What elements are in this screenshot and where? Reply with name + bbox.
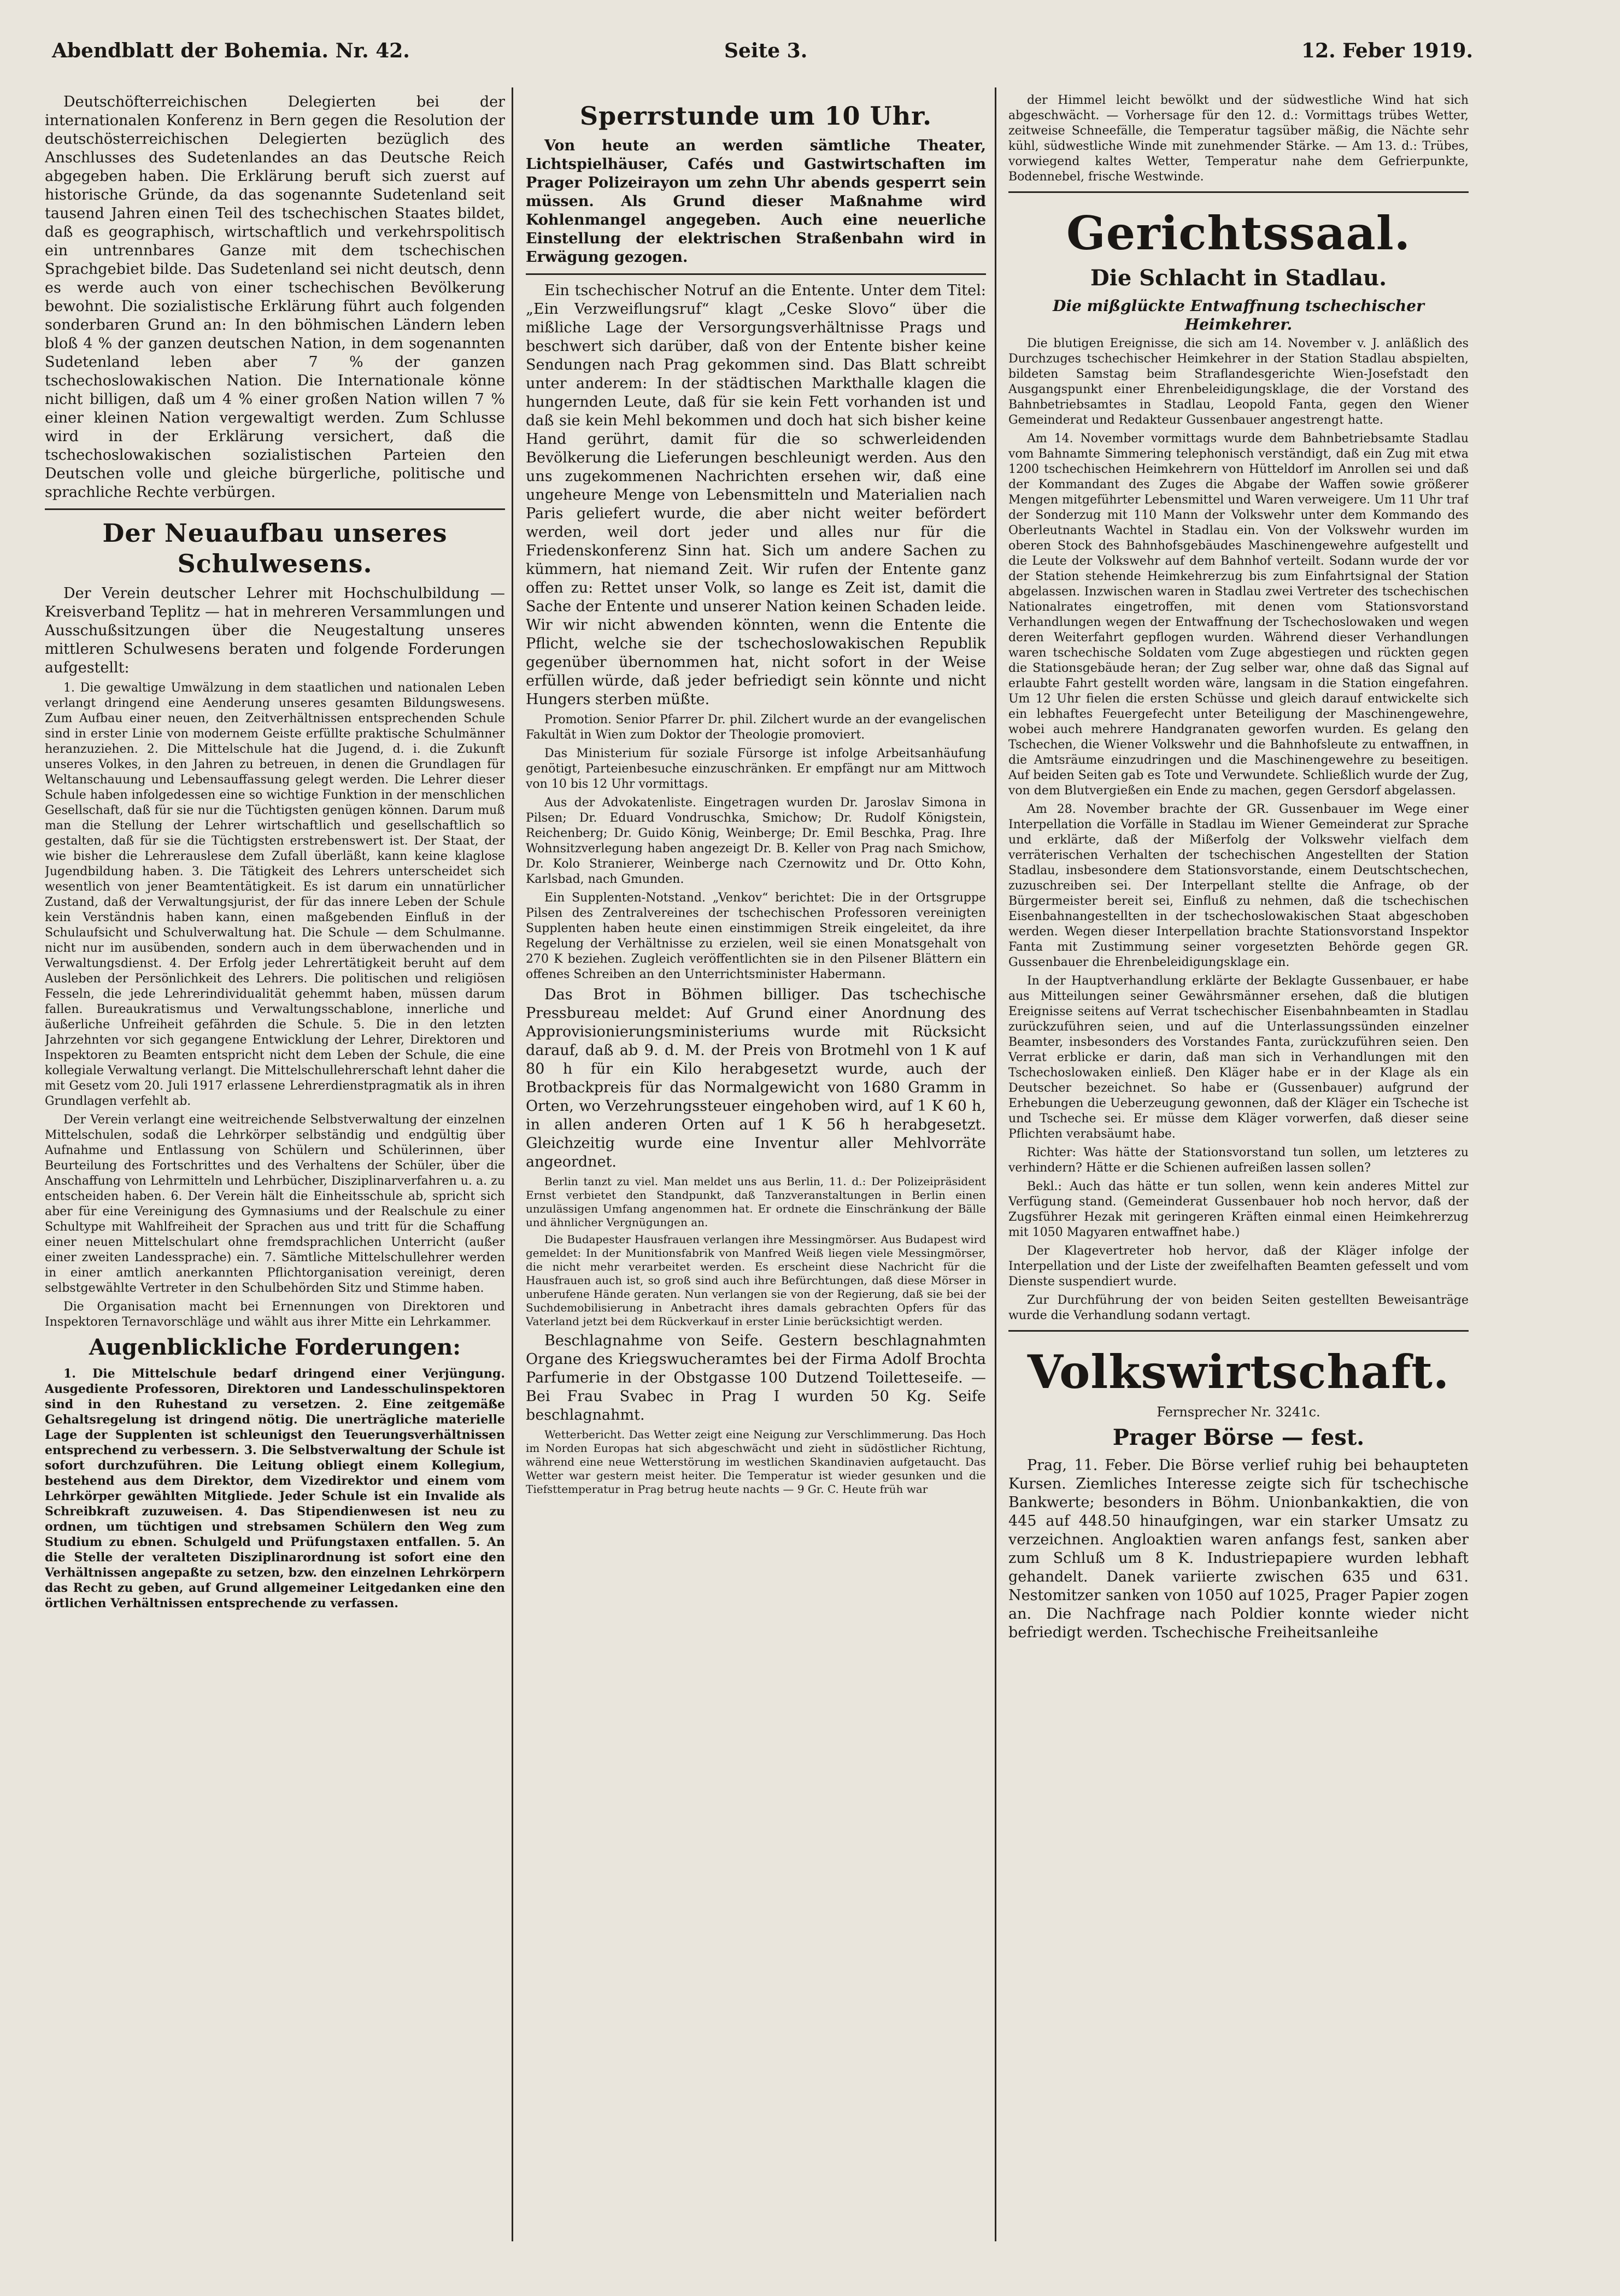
paragraph: Ein tschechischer Notruf an die Entente. Unter dem Titel: „Ein Verzweiflungsruf“ klagt „Ceske Slovo“ über die mißliche Lage der Versorgungsverhältnisse Prags und beschwert sich darüber, daß von der Entente bisher keine Sendungen nach Prag gekommen sind. Das Blatt schreibt unter anderem: In der städtischen Markthalle klagen die hungernden Leute, daß für sie kein Fett vorhanden ist und daß sie kein Mehl bekommen und doch hat sich bisher keine Hand gerührt, damit für die so schwerleidenden Bevölkerung die Lieferungen beschleunigt werden. Aus den uns zugekommenen Nachrichten ersehen wir, daß eine ungeheure Menge von Lebensmitteln und Materialien nach Paris geliefert wurde, die aber nicht weiter befördert werden, weil dort jeder und alles nur für die Friedenskonferenz Sinn hat. Sich um andere Sachen zu kümmern, hat niemand Zeit. Wir rufen der Entente ganz offen zu: Rettet unser Volk, so lange es Zeit ist, damit die Sache der Entente und unserer Nation keinen Schaden leide. Wir wir nicht abwenden könnten, wenn die Entente die Pflicht, welche sie der tschechoslowakischen Republik gegenüber übernommen hat, nicht sofort in der Weise erfüllen würde, daß jeder befriedigt sein könnte und nicht Hungers sterben müßte. bbox=[526, 282, 986, 708]
paragraph: Der Verein deutscher Lehrer mit Hochschulbildung — Kreisverband Teplitz — hat in mehreren Versammlungen und Ausschußsitzungen über die Neugestaltung unseres mittleren Schulwesens beraten und folgende Forderungen aufgestellt: bbox=[45, 585, 505, 676]
masthead-left: Abendblatt der Bohemia. Nr. 42. bbox=[52, 39, 410, 62]
paragraph: Bekl.: Auch das hätte er tun sollen, wenn kein anderes Mittel zur Verfügung stand. (Gemeinderat Gussenbauer hob noch hervor, daß der Zugsführer Hezak mit geringeren Kräften einmal einen Heimkehrerzug mit 1050 Magyaren entwaffnet habe.) bbox=[1008, 1180, 1469, 1239]
paragraph: Beschlagnahme von Seife. Gestern beschlagnahmten Organe des Kriegswucheramtes bei der Firma Adolf Brochta Parfumerie in der Obstgasse 100 Dutzend Toiletteseife. — Bei Frau Svabec in Prag I wurden 50 Kg. Seife beschlagnahmt. bbox=[526, 1332, 986, 1424]
paragraph: Das Brot in Böhmen billiger. Das tschechische Pressbureau meldet: Auf Grund einer Anordnung des Approvisionierungsministeriums wurde mit Rücksicht darauf, daß ab 9. d. M. der Preis von Brotmehl von 1 K auf 80 h für ein Kilo herabgesetzt wurde, auch der Brotbackpreis für das Normalgewicht von 1680 Gramm in Orten, wo Verzehrungssteuer eingehoben wird, auf 1 K 60 h, in allen anderen Orten auf 1 K 56 h herabgesetzt. Gleichzeitig wurde eine Inventur aller Mehlvorräte angeordnet. bbox=[526, 986, 986, 1170]
paragraph: Prag, 11. Feber. Die Börse verlief ruhig bei behaupteten Kursen. Ziemliches Interesse zeigte sich für tschechische Bankwerte; besonders in Böhm. Unionbankaktien, die von 445 auf 448.50 hinaufgingen, war ein starker Umsatz zu verzeichnen. Angloaktien waren anfangs fest, sanken aber zum Schluß um 8 K. Industriepapiere wurden lebhaft gehandelt. Danek variierte zwischen 635 und 631. Nestomitzer sanken von 1050 auf 1025, Prager Papier zogen an. Die Nachfrage nach Poldier konnte wieder nicht befriedigt werden. Tschechische Freiheitsanleihe bbox=[1008, 1457, 1469, 1641]
divider bbox=[1008, 191, 1469, 193]
page-header bbox=[52, 39, 1473, 72]
paragraph: Am 28. November brachte der GR. Gussenbauer im Wege einer Interpellation die Vorfälle in Stadlau im Wiener Gemeinderat zur Sprache und erklärte, daß der Mißerfolg der Volkswehr vielfach dem verräterischen Verhalten der tschechischen Angestellten der Station Stadlau, insbesondere dem Stationsvorstande, einem Deutschtschechen, zuzuschreiben sei. Der Interpellant stellte die Anfrage, ob der Bürgermeister bereit sei, Einfluß zu nehmen, daß die tschechischen Eisenbahnangestellten in der tschechoslowakischen Staat abgeschoben werden. Wegen dieser Interpellation brachte Stationsvorstand Inspektor Fanta mit Zustimmung seiner vorgesetzten Behörde gegen GR. Gussenbauer die Ehrenbeleidigungsklage ein. bbox=[1008, 803, 1469, 969]
paragraph: Das Ministerium für soziale Fürsorge ist infolge Arbeitsanhäufung genötigt, Parteienbesuche einzuschränken. Er empfängt nur am Mittwoch von 10 bis 12 Uhr vormittags. bbox=[526, 747, 986, 791]
subheadline-forderungen: Augenblickliche Forderungen: bbox=[89, 1334, 461, 1360]
paragraph: In der Hauptverhandlung erklärte der Beklagte Gussenbauer, er habe aus Mitteilungen seiner Gewährsmänner ersehen, daß die blutigen Ereignisse seitens auf Verrat tschechischer Eisenbahnbeamten in Stadlau zurückzuführen seien, und auf die Unterlassungssünden einzelner Beamter, insbesonders des Vorstandes Fanta, zurückzuführen seien. Den Verrat erblicke er darin, daß man sich in Verhandlungen mit den Tschechoslowaken einließ. Den Kläger habe er in der Klage als ein Deutscher bezeichnet. So habe er (Gussenbauer) aufgrund der Erhebungen die Ueberzeugung gewonnen, daß der Kläger ein Tscheche ist und Tscheche sei. Er müsse dem Kläger vorwerfen, daß dieser seine Pflichten verabsäumt habe. bbox=[1008, 974, 1469, 1141]
column-rule bbox=[995, 87, 996, 2241]
paragraph: 1. Die gewaltige Umwälzung in dem staatlichen und nationalen Leben verlangt dringend eine Aenderung unseres gesamten Bildungswesens. Zum Aufbau einer neuen, den Zeitverhältnissen entsprechenden Schule sind in erster Linie von modernem Geiste erfüllte praktische Schulmänner heranzuziehen. 2. Die Mittelschule hat die Jugend, d. i. die Zukunft unseres Volkes, in den Jahren zu betreuen, in denen die Grundlagen für Weltanschauung und Lebensauffassung gelegt werden. Die Lehrer dieser Schule haben infolgedessen eine so wichtige Funktion in der menschlichen Gesellschaft, daß für sie nur die Tüchtigsten genügen können. Darum muß man die Stellung der Lehrer wirtschaftlich und gesellschaftlich so gestalten, daß für sie die Tüchtigsten erstrebenswert ist. Der Staat, der wie bisher die Lehrerauslese dem Zufall überläßt, kann keine klaglose Jugendbildung haben. 3. Die Tätigkeit des Lehrers unterscheidet sich wesentlich von jener Beamtentätigkeit. Es ist darum ein unnatürlicher Zustand, daß der Verwaltungsjurist, der für das innere Leben der Schule kein Verständnis haben kann, einen maßgebenden Einfluß in der Schulaufsicht und Schulverwaltung hat. Die Schule — dem Schulmanne. nicht nur im ausübenden, sondern auch in dem überwachenden und in Verwaltungsdienst. 4. Der Erfolg jeder Lehrertätigkeit beruht auf dem Ausleben der Persönlichkeit des Lehrers. Die politischen und religiösen Fesseln, die jede Lehrerindividualität gehemmt haben, müssen darum fallen. Bureaukratismus und Verwaltungsschablone, innerliche und äußerliche Unfreiheit gefährden die Schule. 5. Die in den letzten Jahrzehnten vor sich gegangene Entwicklung der Lehrer, Direktoren und Inspektoren zu Beamten entspricht nicht dem Leben der Schule, die eine kollegiale Verwaltung verlangt. Die Mittelschullehrerschaft lehnt daher die mit Gesetz vom 20. Juli 1917 erlassene Lehrerdienstpragmatik als in ihren Grundlagen verfehlt ab. bbox=[45, 681, 505, 1108]
paragraph: Aus der Advokatenliste. Eingetragen wurden Dr. Jaroslav Simona in Pilsen; Dr. Eduard Vondruschka, Smichow; Dr. Rudolf Königstein, Reichenberg; Dr. Guido König, Weinberge; Dr. Emil Beschka, Prag. Ihre Wohnsitzverlegung haben angezeigt Dr. B. Keller von Prag nach Smichow, Dr. Kolo Stranierer, Weinberge nach Czernowitz und Dr. Otto Kohn, Karlsbad, nach Gmunden. bbox=[526, 796, 986, 886]
section-title-gerichtssaal: Gerichtssaal. bbox=[1066, 206, 1411, 260]
paragraph: 1. Die Mittelschule bedarf dringend einer Verjüngung. Ausgediente Professoren, Direktoren und Landesschulinspektoren sind in den Ruhestand zu versetzen. 2. Eine zeitgemäße Gehaltsregelung ist dringend nötig. Die unerträgliche materielle Lage der Supplenten ist schleunigst den Teuerungsverhältnissen entsprechend zu verbessern. 3. Die Selbstverwaltung der Schule ist sofort durchzuführen. Die Leitung obliegt einem Kollegium, bestehend aus dem Direktor, dem Vizedirektor und einem vom Lehrkörper gewählten Mitgliede. Jeder Schule ist ein Invalide als Schreibkraft zuzuweisen. 4. Das Stipendienwesen ist neu zu ordnen, um tüchtigen und strebsamen Schülern den Weg zum Studium zu ebnen. Schulgeld und Prüfungstaxen entfallen. 5. An die Stelle der veralteten Disziplinarordnung ist sofort eine den Verhältnissen angepaßte zu setzen, bzw. den einzelnen Lehrkörpern das Recht zu geben, auf Grund allgemeiner Leitgedanken eine den örtlichen Verhältnissen entsprechende zu verfassen. bbox=[45, 1367, 505, 1610]
paragraph: Zur Durchführung der von beiden Seiten gestellten Beweisanträge wurde die Verhandlung sodann vertagt. bbox=[1008, 1293, 1469, 1322]
issue-date: 12. Feber 1919. bbox=[1301, 39, 1473, 62]
paragraph: Die Budapester Hausfrauen verlangen ihre Messingmörser. Aus Budapest wird gemeldet: In der Munitionsfabrik von Manfred Weiß liegen viele Messingmörser, die nicht mehr verarbeitet werden. Es erscheint diese Nachricht für die Hausfrauen auch ist, so groß sind auch ihre Befürchtungen, daß diese Mörser in unberufene Hände geraten. Nun verlangen sie von der Regierung, daß sie bei der Suchdemobilisierung in Anbetracht ihres damals gebrachten Opfers für das Vaterland jetzt bei dem Rückverkauf in erster Linie berücksichtigt werden. bbox=[526, 1233, 986, 1328]
headline-sperrstunde: Sperrstunde um 10 Uhr. bbox=[579, 101, 932, 131]
paragraph: Promotion. Senior Pfarrer Dr. phil. Zilchert wurde an der evangelischen Fakultät in Wien zum Doktor der Theologie promoviert. bbox=[526, 713, 986, 742]
paragraph: Am 14. November vormittags wurde dem Bahnbetriebsamte Stadlau vom Bahnamte Simmering telephonisch verständigt, daß ein Zug mit etwa 1200 tschechischen Heimkehrern von Hütteldorf im Anrollen sei und daß der Kommandant des Zuges die Abgabe der Waffen sowie größerer Mengen mitgeführter Lebensmittel und Waren verweigere. Um 11 Uhr traf der Sonderzug mit 110 Mann der Volkswehr unter dem Kommando des Oberleutnants Wachtel in Stadlau ein. Von der Volkswehr wurden im oberen Stock des Bahnhofsgebäudes Maschinengewehre aufgestellt und die Leute der Volkswehr auf dem Bahnhof verteilt. Sodann wurde der vor der Station stehende Heimkehrerzug bis zum Einfahrtsignal der Station abgelassen. Inzwischen waren in Stadlau zwei Vertreter des tschechischen Nationalrates eingetroffen, mit denen vom Stationsvorstand Verhandlungen wegen der Entwaffnung der Tschechoslowaken und wegen deren Weiterfahrt gepflogen wurden. Während dieser Verhandlungen waren tschechische Soldaten vom Zuge abgestiegen und rückten gegen die Stationsgebäude heran; der Zug selber war, ohne daß das Signal auf erlaubte Fahrt gestellt worden wäre, langsam in die Station eingefahren. Um 12 Uhr fielen die ersten Schüsse und gleich darauf entwickelte sich ein lebhaftes Feuergefecht unter Beteiligung der Maschinengewehre, wobei auch mehrere Handgranaten geworfen wurden. Es gelang den Tschechen, die Wiener Volkswehr und die Bahnhofsleute zu entwaffnen, in die Amtsräume einzudringen und die Maschinengewehre zu beseitigen. Auf beiden Seiten gab es Tote und Verwundete. Schließlich wurde der Zug, von dem Blutvergießen ein Ende zu machen, gegen Gersdorf abgelassen. bbox=[1008, 432, 1469, 798]
phone-number: Fernsprecher Nr. 3241c. bbox=[1157, 1404, 1320, 1420]
column-3 bbox=[1008, 93, 1469, 2236]
divider bbox=[1008, 1330, 1469, 1332]
section-title-volkswirtschaft: Volkswirtschaft. bbox=[1027, 1345, 1450, 1399]
divider bbox=[45, 508, 505, 510]
paragraph: Wetterbericht. Das Wetter zeigt eine Neigung zur Verschlimmerung. Das Hoch im Norden Europas hat sich abgeschwächt und zieht in südöstlicher Richtung, während eine neue Wetterstörung im westlichen Skandinavien aufgetaucht. Das Wetter war gestern meist heiter. Die Temperatur ist wieder gesunken und die Tiefsttemperatur in Prag betrug heute nachts — 9 Gr. C. Heute früh war bbox=[526, 1428, 986, 1496]
column-1 bbox=[45, 93, 505, 2236]
paragraph: der Himmel leicht bewölkt und der südwestliche Wind hat sich abgeschwächt. — Vorhersage für den 12. d.: Vormittags trübes Wetter, zeitweise Schneefälle, die Temperatur tagsüber mäßig, die Nächte sehr kühl, südwestliche Winde mit zunehmender Stärke. — Am 13. d.: Trübes, vorwiegend kaltes Wetter, Temperatur nahe dem Gefrierpunkte, Bodennebel, frische Westwinde. bbox=[1008, 93, 1469, 184]
headline-boerse: Prager Börse — fest. bbox=[1112, 1425, 1365, 1450]
paragraph: Ein Supplenten-Notstand. „Venkov“ berichtet: Die in der Ortsgruppe Pilsen des Zentralvereines der tschechischen Professoren vereinigten Supplenten haben heute einen einstimmigen Streik eingeleitet, da ihre Regelung der Verhältnisse zu erzielen, weil sie einen Monatsgehalt von 270 K beziehen. Zugleich veröffentlichten sie in den Pilsener Blättern ein offenes Schreiben an den Unterrichtsminister Habermann. bbox=[526, 891, 986, 981]
divider bbox=[526, 273, 986, 275]
paragraph: Richter: Was hätte der Stationsvorstand tun sollen, um letzteres zu verhindern? Hätte er die Schienen aufreißen lassen sollen? bbox=[1008, 1146, 1469, 1175]
article-intro: Deutschöfterreichischen Delegierten bei der internationalen Konferenz in Bern gegen die Resolution der deutschösterreichischen Delegierten bezüglich des Anschlusses des Sudetenlandes an das Deutsche Reich abgegeben haben. Die Erklärung beruft sich zuerst auf historische Gründe, da das sogenannte Sudetenland seit tausend Jahren einen Teil des tschechischen Staates bildet, daß es geographisch, wirtschaftlich und verkehrspolitisch ein untrennbares Ganze mit dem tschechischen Sprachgebiet bilde. Das Sudetenland sei nicht deutsch, denn es werde auch von einer tschechischen Bevölkerung bewohnt. Die sozialistische Erklärung führt auch folgenden sonderbaren Grund an: In den böhmischen Ländern leben bloß 4 % der ganzen deutschen Nation, in dem sogenannten Sudetenland leben aber 7 % der ganzen tschechoslowakischen Nation. Die Internationale könne nicht billigen, daß um 4 % einer großen Nation willen 7 % einer kleinen Nation vergewaltigt werden. Zum Schlusse wird in der Erklärung versichert, daß die tschechoslowakischen sozialistischen Parteien den Deutschen volle und gleiche bürgerliche, politische und sprachliche Rechte verbürgen. bbox=[45, 93, 505, 501]
paragraph: Der Verein verlangt eine weitreichende Selbstverwaltung der einzelnen Mittelschulen, sodaß die Lehrkörper selbständig und endgültig über Aufnahme und Entlassung von Schülern und Schülerinnen, über Beurteilung des Fortschrittes und des Verhaltens der Schüler, über die Anschaffung von Lehrmitteln und Lehrbücher, Disziplinarverfahren u. a. zu entscheiden haben. 6. Der Verein hält die Einheitsschule ab, spricht sich aber für eine Vereinigung des Gymnasiums und der Realschule zu einer Schultype mit Wahlfreiheit der Sprachen aus und tritt für die Schaffung einer neuen Mittelschulart ohne fremdsprachlichen Unterricht (außer einer zweiten Landessprache) ein. 7. Sämtliche Mittelschullehrer werden in einer amtlich anerkannten Pflichtorganisation vereinigt, deren selbstgewählte Vertreter in den Schulbehörden Sitz und Stimme haben. bbox=[45, 1113, 505, 1295]
paragraph: Von heute an werden sämtliche Theater, Lichtspielhäuser, Cafés und Gastwirtschaften im Prager Polizeirayon um zehn Uhr abends gesperrt sein müssen. Als Grund dieser Maßnahme wird Kohlenmangel angegeben. Auch eine neuerliche Einstellung der elektrischen Straßenbahn wird in Erwägung gezogen. bbox=[526, 137, 986, 266]
subheadline-entwaffnung: Die mißglückte Entwaffnung tschechischer Heimkehrer. bbox=[1053, 297, 1424, 333]
headline-stadlau: Die Schlacht in Stadlau. bbox=[1090, 265, 1387, 291]
headline-schulwesen: Der Neuaufbau unseres Schulwesens. bbox=[102, 518, 448, 578]
paragraph: Die Organisation macht bei Ernennungen von Direktoren und Inspektoren Ternavorschläge und wählt aus ihrer Mitte ein Lehrkammer. bbox=[45, 1300, 505, 1329]
paragraph: Berlin tanzt zu viel. Man meldet uns aus Berlin, 11. d.: Der Polizeipräsident Ernst verbietet den Standpunkt, daß Tanzveranstaltungen in Berlin einen unzulässigen Umfang angenommen hat. Er ordnete die Einschränkung der Bälle und ähnlicher Vergnügungen an. bbox=[526, 1175, 986, 1229]
page-number: Seite 3. bbox=[724, 39, 808, 62]
column-2 bbox=[526, 93, 986, 2236]
paragraph: Die blutigen Ereignisse, die sich am 14. November v. J. anläßlich des Durchzuges tschechischer Heimkehrer in der Station Stadlau abspielten, bildeten Samstag beim Straflandesgerichte Wien-Josefstadt den Ausgangspunkt einer Ehrenbeleidigungsklage, die der Vorstand des Bahnbetriebsamtes in Stadlau, Leopold Fanta, gegen den Wiener Gemeinderat und Redakteur Gussenbauer angestrengt hatte. bbox=[1008, 337, 1469, 427]
column-rule bbox=[512, 87, 513, 2241]
paragraph: Der Klagevertreter hob hervor, daß der Kläger infolge der Interpellation und der Liste der zweifelhaften Beamten gefesselt und vom Dienste suspendiert wurde. bbox=[1008, 1244, 1469, 1288]
